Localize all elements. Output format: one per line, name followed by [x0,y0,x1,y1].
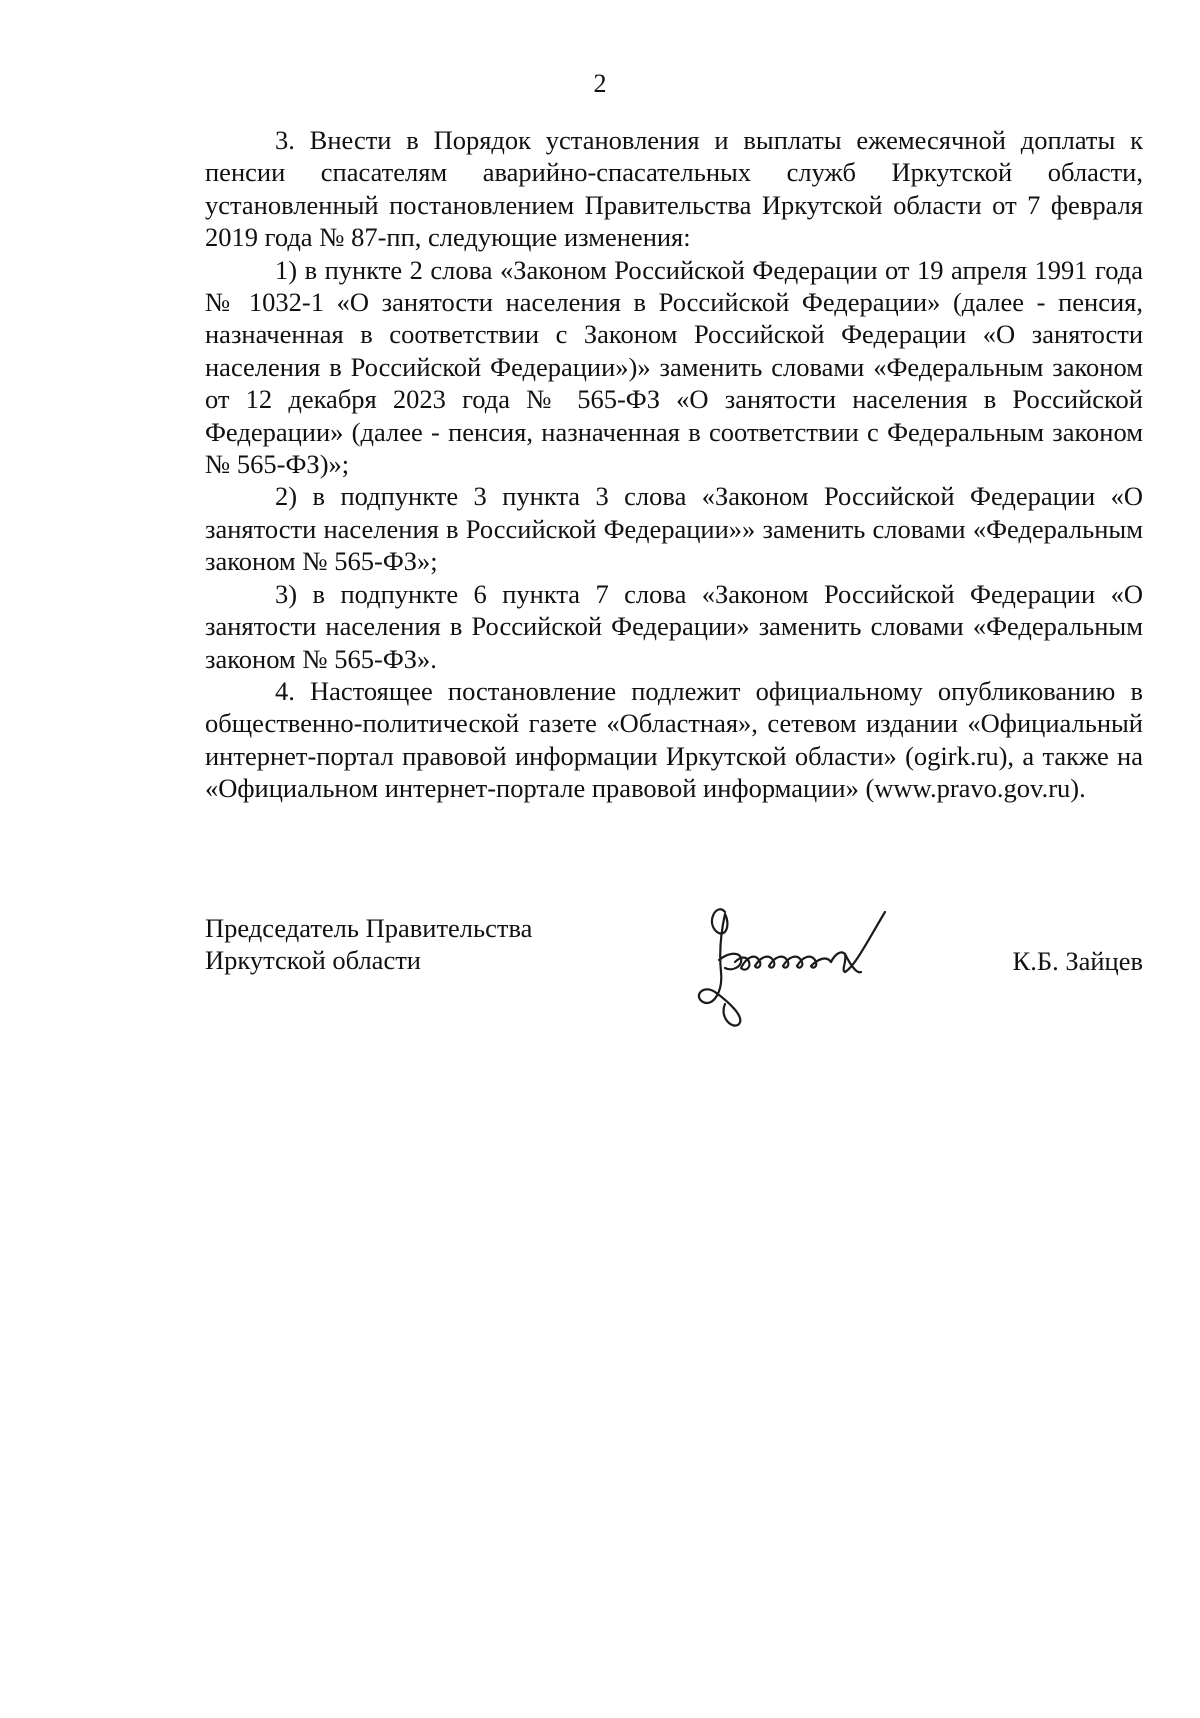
signer-title: Председатель Правительства Иркутской области [205,913,533,976]
signature-block [205,912,1143,1052]
page-number: 2 [593,69,607,98]
paragraph-item-3: 3. Внести в Порядок установления и выплаты ежемесячной доплаты к пенсии спасателям аварийно-спасательных служб Иркутской области, установленный постановлением Правительства Иркутской области от 7 февраля 2019 года № 87-пп, следующие изменения: [205,125,1143,253]
document-body [205,124,1143,805]
paragraph-subitem-3: 3) в подпункте 6 пункта 7 слова «Законом Российской Федерации «О занятости населения в Российской Федерации» заменить словами «Федеральным законом № 565-ФЗ». [205,578,1143,674]
handwritten-signature-icon [695,892,935,1042]
paragraph-item-4: 4. Настоящее постановление подлежит официальному опубликованию в общественно-политической газете «Областная», сетевом издании «Официальный интернет-портал правовой информации Иркутской области» (ogirk.ru), а также на «Официальном интернет-портале правовой информации» (www.pravo.gov.ru). [205,675,1143,804]
signer-name: К.Б. Зайцев [1012,946,1143,976]
paragraph-subitem-1: 1) в пункте 2 слова «Законом Российской Федерации от 19 апреля 1991 года № 1032-1 «О занятости населения в Российской Федерации» (далее - пенсия, назначенная в соответствии с Законом Российской Федерации «О занятости населения в Российской Федерации»)» заменить словами «Федеральным законом от 12 декабря 2023 года № 565-ФЗ «О занятости населения в Российской Федерации» (далее - пенсия, назначенная в соответствии с Федеральным законом № 565-ФЗ)»; [205,254,1143,480]
paragraph-subitem-2: 2) в подпункте 3 пункта 3 слова «Законом Российской Федерации «О занятости населения в Российской Федерации»» заменить словами «Федеральным законом № 565-ФЗ»; [205,481,1143,577]
